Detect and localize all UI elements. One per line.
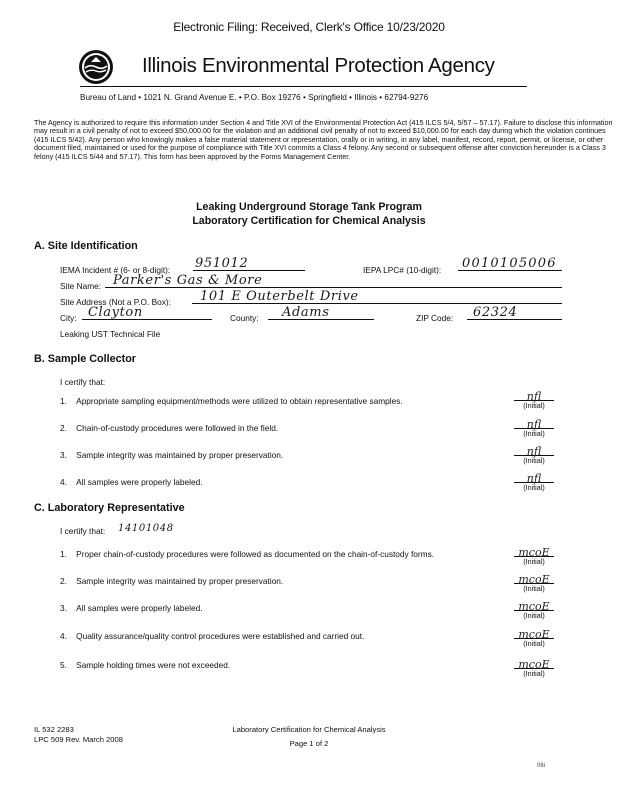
site-name-field[interactable]: [105, 274, 562, 288]
lab-initial-3[interactable]: [514, 600, 554, 620]
zip-field[interactable]: [467, 306, 562, 320]
item-number: 3.: [60, 603, 67, 613]
footer-form-name: Laboratory Certification for Chemical Analysis: [232, 725, 386, 734]
item-number: 5.: [60, 660, 67, 670]
iepa-value: 0010105006: [462, 256, 557, 271]
site-address-label: Site Address (Not a P.O. Box):: [60, 297, 171, 307]
form-title: [0, 201, 618, 228]
initial-label: (Initial): [523, 557, 545, 566]
site-name-value: Parker's Gas & More: [113, 273, 263, 288]
iepa-field[interactable]: [458, 257, 562, 271]
section-a-heading: A. Site Identification: [34, 240, 138, 252]
iepa-label: IEPA LPC# (10-digit):: [363, 265, 442, 275]
lab-initial-5[interactable]: [514, 658, 554, 678]
initial-label: (Initial): [523, 584, 545, 593]
item-number: 3.: [60, 450, 67, 460]
section-c-certify: I certify that:: [60, 526, 106, 536]
item-number: 4.: [60, 631, 67, 641]
initial-label: (Initial): [523, 639, 545, 648]
agency-logo: [78, 49, 114, 85]
iema-label: IEMA Incident # (6- or 8-digit):: [60, 265, 171, 275]
item-number: 1.: [60, 396, 67, 406]
technical-file-label: Leaking UST Technical File: [60, 329, 161, 339]
lab-initial-1[interactable]: [514, 546, 554, 566]
item-text: Sample integrity was maintained by proper preservation.: [76, 576, 284, 586]
item-number: 4.: [60, 477, 67, 487]
item-text: Sample holding times were not exceeded.: [76, 660, 231, 670]
initial-label: (Initial): [523, 401, 545, 410]
initials-value: mcoE: [514, 573, 554, 584]
initial-label: (Initial): [523, 429, 545, 438]
agency-address: Bureau of Land • 1021 N. Grand Avenue E. • P.O. Box 19276 • Springfield • Illinois • 62794-9276: [80, 93, 429, 102]
collector-item-4: [60, 477, 203, 487]
iema-value: 951012: [195, 256, 249, 271]
form-revision: LPC 509 Rev. March 2008: [34, 735, 123, 744]
lab-item-3: [60, 603, 203, 613]
city-field[interactable]: [82, 306, 212, 320]
site-address-field[interactable]: [192, 290, 562, 304]
item-number: 2.: [60, 576, 67, 586]
initial-label: (Initial): [523, 611, 545, 620]
city-value: Clayton: [88, 305, 143, 320]
item-text: Proper chain-of-custody procedures were followed as documented on the chain-of-custody forms.: [76, 549, 435, 559]
collector-item-2: [60, 423, 278, 433]
item-text: All samples were properly labeled.: [76, 477, 203, 487]
filing-stamp: Electronic Filing: Received, Clerk's Office 10/23/2020: [173, 20, 445, 34]
lab-initial-4[interactable]: [514, 628, 554, 648]
zip-value: 62324: [473, 305, 518, 320]
site-address-value: 101 E Outerbelt Drive: [200, 289, 359, 304]
initials-value: mcoE: [514, 600, 554, 611]
lab-initial-2[interactable]: [514, 573, 554, 593]
initials-value: mcoE: [514, 658, 554, 669]
legal-notice: The Agency is authorized to require this information under Section 4 and Title XVI of the Environmental Protection Act (415 ILCS 5/4, 5/57 – 57.17). Failure to disclose this information may result in a civil penalty of not to exceed $50,000.00 for the violation and an additional civil penalty of not to exceed $10,000.00 for each day during which the violation continues (415 ILCS 5/42). Any person who knowingly makes a false material statement or representation, orally or in writing, in any label, manifest, record, report, permit, or license, or other document filed, maintained or used for the purpose of compliance with Title XVI commits a Class 4 felony. Any second or subsequent offense after conviction hereunder is a Class 3 felony (415 ILCS 5/44 and 57.17). This form has been approved by the Forms Management Center.: [34, 118, 613, 161]
item-text: Quality assurance/quality control procedures were established and carried out.: [76, 631, 365, 641]
section-c-heading: C. Laboratory Representative: [34, 502, 185, 514]
initials-value: nfl: [514, 390, 554, 401]
initial-label: (Initial): [523, 483, 545, 492]
collector-item-1: [60, 396, 403, 406]
site-name-label: Site Name:: [60, 281, 102, 291]
county-value: Adams: [282, 305, 330, 320]
lab-item-4: [60, 631, 364, 641]
item-number: 2.: [60, 423, 67, 433]
collector-initial-4[interactable]: [514, 472, 554, 492]
form-number: IL 532 2283: [34, 725, 74, 734]
initials-value: nfl: [514, 472, 554, 483]
header-rule: [80, 86, 527, 87]
initial-label: (Initial): [523, 669, 545, 678]
initials-value: nfl: [514, 445, 554, 456]
lab-item-2: [60, 576, 283, 586]
item-text: Chain-of-custody procedures were followed in the field.: [76, 423, 279, 433]
initials-value: nfl: [514, 418, 554, 429]
agency-name: Illinois Environmental Protection Agency: [142, 54, 495, 77]
collector-initial-3[interactable]: [514, 445, 554, 465]
iema-field[interactable]: [193, 257, 305, 271]
form-title-line1: Leaking Underground Storage Tank Program: [196, 201, 422, 213]
county-label: County:: [230, 313, 259, 323]
page-mark: 06i: [537, 763, 546, 769]
city-label: City:: [60, 313, 77, 323]
zip-label: ZIP Code:: [416, 313, 454, 323]
county-field[interactable]: [268, 306, 374, 320]
initial-label: (Initial): [523, 456, 545, 465]
initials-value: mcoE: [514, 628, 554, 639]
lab-id: 14101048: [118, 523, 174, 534]
section-b-certify: I certify that:: [60, 377, 106, 387]
section-b-heading: B. Sample Collector: [34, 353, 136, 365]
item-text: Sample integrity was maintained by proper preservation.: [76, 450, 284, 460]
item-text: All samples were properly labeled.: [76, 603, 203, 613]
item-number: 1.: [60, 549, 67, 559]
form-title-line2: Laboratory Certification for Chemical Analysis: [192, 214, 426, 227]
collector-initial-2[interactable]: [514, 418, 554, 438]
collector-initial-1[interactable]: [514, 390, 554, 410]
collector-item-3: [60, 450, 283, 460]
item-text: Appropriate sampling equipment/methods were utilized to obtain representative samples.: [76, 396, 403, 406]
initials-value: mcoE: [514, 546, 554, 557]
page-number: Page 1 of 2: [289, 739, 329, 748]
lab-item-1: [60, 549, 434, 559]
lab-item-5: [60, 660, 230, 670]
